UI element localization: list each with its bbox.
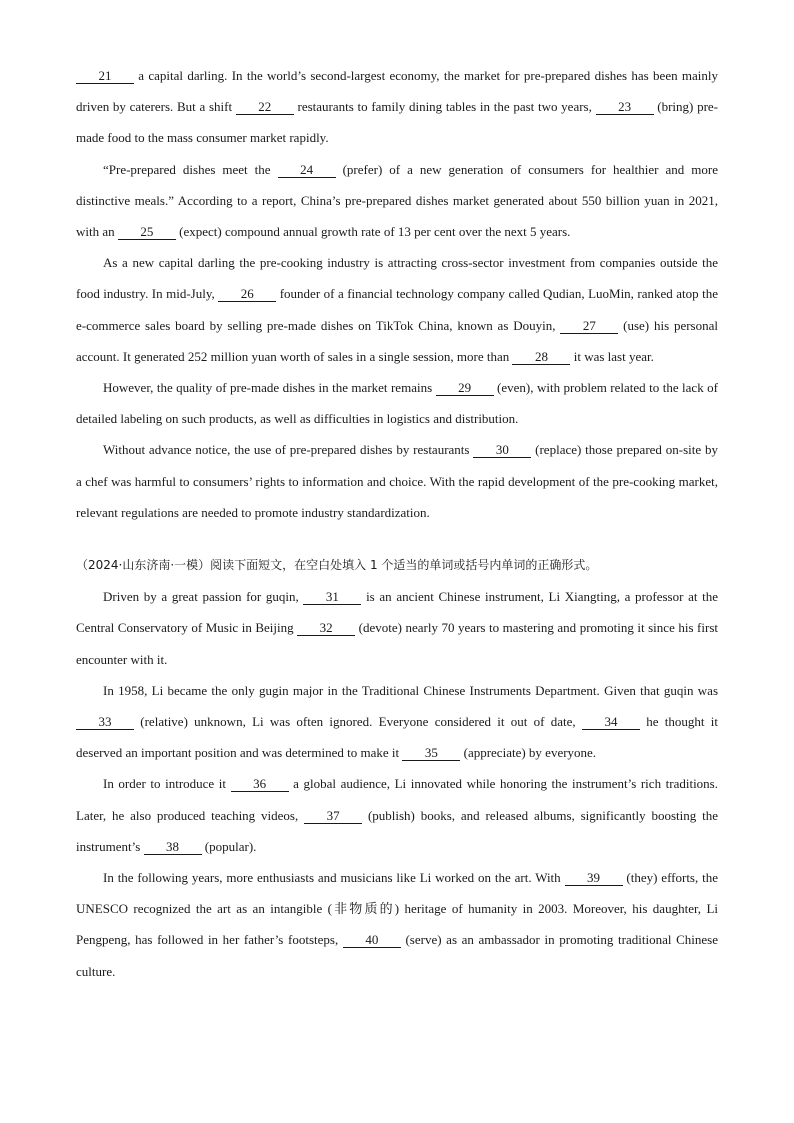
passage-text: a capital darling. In the world’s second-largest economy, the market for pre-prepared dishes has been mainly driven by caterers. But a shift — [76, 68, 718, 115]
blank-39: 39 — [565, 871, 623, 886]
blank-40: 40 — [343, 933, 401, 948]
passage-text: (appreciate) by everyone. — [460, 745, 597, 761]
passage-text: (relative) unknown, Li was often ignored. Everyone considered it out of date, — [134, 714, 582, 730]
paragraph — [76, 862, 718, 987]
blank-31: 31 — [303, 590, 361, 605]
blank-38: 38 — [144, 840, 202, 855]
passage-text: (bring) pre-made food to the mass consumer market rapidly. — [76, 99, 719, 146]
blank-29: 29 — [436, 381, 494, 396]
document-page — [76, 60, 718, 987]
blank-22: 22 — [236, 100, 294, 115]
passage-text: (serve) as an ambassador in promoting traditional Chinese culture. — [76, 932, 718, 979]
passage-text: (devote) nearly 70 years to mastering and promoting it since his first encounter with it. — [76, 620, 718, 667]
passage-text: (expect) compound annual growth rate of 13 per cent over the next 5 years. — [175, 224, 571, 240]
paragraph — [76, 247, 718, 372]
passage-text: In order to introduce it — [103, 776, 231, 792]
passage-text: (use) his personal account. It generated 252 million yuan worth of sales in a single session, more than — [76, 317, 719, 364]
passage-text: “Pre-prepared dishes meet the — [103, 161, 278, 177]
passage-text: (prefer) of a new generation of consumers for healthier and more distinctive meals.” According to a report, China’s pre-prepared dishes market generated about 550 billion yuan in 2021, with an — [76, 161, 718, 240]
passage-text: (publish) books, and released albums, significantly boosting the instrument’s — [76, 807, 718, 854]
blank-33: 33 — [76, 715, 134, 730]
blank-37: 37 — [304, 809, 362, 824]
blank-30: 30 — [473, 443, 531, 458]
passage-text: As a new capital darling the pre-cooking industry is attracting cross-sector investment from companies outside the food industry. In mid-July, — [76, 255, 718, 302]
blank-28: 28 — [512, 350, 570, 365]
passage-text: it was last year. — [570, 348, 654, 364]
passage-guqin — [76, 581, 718, 987]
passage-text: Without advance notice, the use of pre-prepared dishes by restaurants — [103, 442, 474, 458]
passage-text: (even), with problem related to the lack of detailed labeling on such products, as well as difficulties in logistics and distribution. — [76, 380, 718, 427]
blank-21: 21 — [76, 69, 134, 84]
passage-text: he thought it deserved an important position and was determined to make it — [76, 714, 719, 761]
paragraph — [76, 434, 718, 528]
paragraph — [76, 768, 718, 862]
passage-text: In 1958, Li became the only gugin major in the Traditional Chinese Instruments Department. Given that guqin was — [103, 682, 718, 698]
blank-26: 26 — [218, 287, 276, 302]
blank-32: 32 — [297, 621, 355, 636]
passage-text: In the following years, more enthusiasts and musicians like Li worked on the art. With — [103, 870, 565, 886]
paragraph — [76, 372, 718, 434]
blank-36: 36 — [231, 777, 289, 792]
passage-text: (they) efforts, the UNESCO recognized the art as an intangible (非物质的) heritage of humanity in 2003. Moreover, his daughter, Li Pengpeng, has followed in her father’s footsteps, — [76, 870, 718, 948]
blank-27: 27 — [560, 319, 618, 334]
paragraph — [76, 60, 718, 154]
paragraph — [76, 154, 718, 248]
passage-text: founder of a financial technology company called Qudian, LuoMin, ranked atop the e-commerce sales board by selling pre-made dishes on TikTok China, known as Douyin, — [76, 286, 719, 333]
passage-text: (popular). — [201, 838, 257, 854]
paragraph — [76, 581, 718, 675]
blank-34: 34 — [582, 715, 640, 730]
passage-text: (replace) those prepared on-site by a chef was harmful to consumers’ rights to information and choice. With the rapid development of the pre-cooking market, relevant regulations are needed to promote industry standardization. — [76, 442, 718, 520]
passage-pre-prepared-dishes — [76, 60, 718, 528]
passage-text: a global audience, Li innovated while honoring the instrument’s rich traditions. Later, he also produced teaching videos, — [76, 776, 718, 823]
blank-24: 24 — [278, 163, 336, 178]
passage-text: Driven by a great passion for guqin, — [103, 589, 304, 605]
blank-23: 23 — [596, 100, 654, 115]
section-heading: （2024·山东济南·一模）阅读下面短文，在空白处填入 1 个适当的单词或括号内单词的正确形式。 — [76, 558, 598, 573]
passage-text: restaurants to family dining tables in the past two years, — [293, 99, 596, 115]
blank-25: 25 — [118, 225, 176, 240]
passage-text: is an ancient Chinese instrument, Li Xiangting, a professor at the Central Conservatory of Music in Beijing — [76, 589, 718, 636]
passage-text: However, the quality of pre-made dishes in the market remains — [103, 380, 436, 396]
paragraph — [76, 675, 718, 769]
blank-35: 35 — [402, 746, 460, 761]
